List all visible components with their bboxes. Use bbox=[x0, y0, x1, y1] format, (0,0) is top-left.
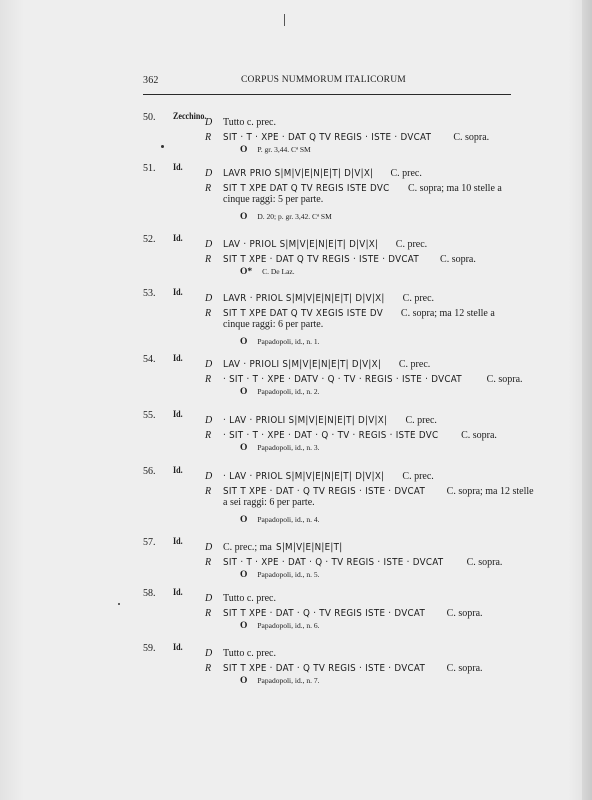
obverse-line bbox=[205, 354, 430, 368]
reverse-line bbox=[205, 481, 534, 495]
reference-line bbox=[240, 515, 319, 527]
reverse-symbol: R bbox=[205, 308, 212, 319]
metal-mark: O bbox=[240, 570, 248, 580]
coin-type: Id. bbox=[173, 354, 183, 364]
reverse-note: C. sopra. bbox=[446, 608, 483, 619]
coin-type: Id. bbox=[173, 163, 183, 173]
obverse-note: C. prec. bbox=[405, 415, 437, 426]
obverse-legend: · LAV · PRIOLI S|M|V|E|N|E|T| D|V|X| bbox=[223, 415, 388, 426]
page-number: 362 bbox=[143, 75, 159, 86]
obverse-line bbox=[205, 288, 434, 302]
reverse-symbol: R bbox=[205, 254, 212, 265]
coin-type: Id. bbox=[173, 410, 183, 420]
pencil-mark bbox=[284, 14, 285, 26]
obverse-symbol: D bbox=[205, 293, 213, 304]
obverse-legend: LAV · PRIOLI S|M|V|E|N|E|T| D|V|X| bbox=[223, 359, 382, 370]
obverse-symbol: D bbox=[205, 359, 213, 370]
obverse-symbol: D bbox=[205, 593, 213, 604]
ink-spot bbox=[161, 145, 164, 148]
reference-line bbox=[240, 621, 319, 633]
reference-text: Papadopoli, id., n. 5. bbox=[257, 570, 320, 579]
entry-number: 58. bbox=[143, 588, 156, 599]
obverse-legend: LAVR · PRIOL S|M|V|E|N|E|T| D|V|X| bbox=[223, 293, 385, 304]
reverse-legend: SIT T XPE DAT Q TV REGIS ISTE DVC bbox=[223, 183, 390, 194]
coin-type: Id. bbox=[173, 288, 183, 298]
reverse-legend: SIT T XPE · DAT · Q · TV REGIS ISTE · DVCAT bbox=[223, 608, 426, 619]
reverse-line bbox=[205, 552, 502, 566]
page-edge bbox=[582, 0, 592, 800]
obverse-legend: · LAV · PRIOL S|M|V|E|N|E|T| D|V|X| bbox=[223, 471, 385, 482]
reference-line bbox=[240, 676, 319, 688]
obverse-note: C. prec. bbox=[402, 293, 435, 304]
obverse-symbol: D bbox=[205, 542, 213, 553]
entry-number: 52. bbox=[143, 234, 156, 245]
reference-text: Papadopoli, id., n. 7. bbox=[257, 676, 320, 685]
reverse-symbol: R bbox=[205, 430, 212, 441]
reverse-line bbox=[205, 249, 476, 263]
obverse-line bbox=[205, 588, 276, 602]
obverse-legend: LAVR PRIO S|M|V|E|N|E|T| D|V|X| bbox=[223, 168, 374, 179]
metal-mark: O bbox=[240, 145, 248, 155]
reference-text: C. De Laz. bbox=[262, 267, 295, 276]
reference-text: P. gr. 3,44. Cª SM bbox=[257, 145, 311, 154]
obverse-symbol: D bbox=[205, 648, 213, 659]
obverse-text: Tutto c. prec. bbox=[223, 593, 276, 604]
obverse-line bbox=[205, 410, 437, 424]
reference-text: D. 20; p. gr. 3,42. Cª SM bbox=[257, 212, 332, 221]
obverse-symbol: D bbox=[205, 239, 213, 250]
metal-mark: O bbox=[240, 621, 248, 631]
entry-number: 56. bbox=[143, 466, 156, 477]
obverse-symbol: D bbox=[205, 471, 213, 482]
reverse-legend: · SIT · T · XPE · DAT · Q · TV · REGIS · ISTE DVC bbox=[223, 430, 439, 441]
coin-type: Zecchino. bbox=[173, 112, 207, 122]
obverse-symbol: D bbox=[205, 117, 213, 128]
metal-mark: O bbox=[240, 337, 248, 347]
reverse-line bbox=[205, 369, 523, 383]
obverse-text: Tutto c. prec. bbox=[223, 117, 276, 128]
description-continuation: cinque raggi: 5 per parte. bbox=[223, 194, 324, 205]
reverse-line bbox=[205, 303, 495, 317]
entry-number: 57. bbox=[143, 537, 156, 548]
reverse-note: C. sopra. bbox=[440, 254, 476, 265]
reference-text: Papadopoli, id., n. 1. bbox=[257, 337, 320, 346]
entry-number: 50. bbox=[143, 112, 156, 123]
obverse-legend: LAV · PRIOL S|M|V|E|N|E|T| D|V|X| bbox=[223, 239, 379, 250]
reverse-note: C. sopra; ma 12 stelle bbox=[446, 486, 534, 497]
page-header bbox=[143, 75, 511, 89]
coin-type: Id. bbox=[173, 234, 183, 244]
reverse-symbol: R bbox=[205, 557, 212, 568]
description-continuation: a sei raggi: 6 per parte. bbox=[223, 497, 315, 508]
reverse-legend: SIT T XPE · DAT Q TV REGIS · ISTE · DVCAT bbox=[223, 254, 419, 265]
metal-mark: O* bbox=[240, 267, 253, 277]
reverse-note: C. sopra. bbox=[466, 557, 503, 568]
reverse-symbol: R bbox=[205, 132, 212, 143]
reverse-line bbox=[205, 127, 489, 141]
reverse-symbol: R bbox=[205, 608, 212, 619]
description-continuation: cinque raggi: 6 per parte. bbox=[223, 319, 324, 330]
metal-mark: O bbox=[240, 443, 248, 453]
coin-type: Id. bbox=[173, 466, 183, 476]
entry-number: 53. bbox=[143, 288, 156, 299]
reverse-symbol: R bbox=[205, 183, 212, 194]
coin-type: Id. bbox=[173, 537, 183, 547]
obverse-note: C. prec. bbox=[402, 471, 434, 482]
metal-mark: O bbox=[240, 212, 248, 222]
entry-number: 55. bbox=[143, 410, 156, 421]
reverse-legend: · SIT · T · XPE · DATV · Q · TV · REGIS · ISTE · DVCAT bbox=[223, 374, 462, 385]
obverse-line bbox=[205, 537, 348, 551]
reverse-note: C. sopra; ma 10 stelle a bbox=[407, 183, 502, 194]
obverse-text: Tutto c. prec. bbox=[223, 648, 276, 659]
metal-mark: O bbox=[240, 676, 248, 686]
reverse-note: C. sopra. bbox=[453, 132, 490, 143]
entry-number: 51. bbox=[143, 163, 156, 174]
reverse-note: C. sopra. bbox=[486, 374, 523, 385]
obverse-symbol: D bbox=[205, 168, 213, 179]
ink-spot bbox=[118, 603, 120, 605]
reverse-note: C. sopra. bbox=[446, 663, 483, 674]
reverse-line bbox=[205, 658, 483, 672]
reference-line bbox=[240, 145, 311, 157]
reverse-note: C. sopra. bbox=[461, 430, 497, 441]
obverse-line bbox=[205, 643, 276, 657]
reverse-legend: SIT T XPE · DAT · Q TV REGIS · ISTE · DVCAT bbox=[223, 663, 426, 674]
obverse-text: C. prec.; ma bbox=[223, 542, 272, 553]
running-title: CORPUS NUMMORUM ITALICORUM bbox=[241, 75, 406, 85]
reverse-symbol: R bbox=[205, 374, 212, 385]
reverse-line bbox=[205, 425, 497, 439]
reverse-symbol: R bbox=[205, 486, 212, 497]
reference-text: Papadopoli, id., n. 2. bbox=[257, 387, 320, 396]
reverse-line bbox=[205, 603, 483, 617]
coin-type: Id. bbox=[173, 643, 183, 653]
reference-line bbox=[240, 212, 332, 224]
reverse-legend: SIT T XPE · DAT · Q TV REGIS · ISTE · DVCAT bbox=[223, 486, 426, 497]
reverse-symbol: R bbox=[205, 663, 212, 674]
obverse-line bbox=[205, 112, 276, 126]
obverse-note: C. prec. bbox=[395, 239, 428, 250]
entry-number: 59. bbox=[143, 643, 156, 654]
reverse-note: C. sopra; ma 12 stelle a bbox=[400, 308, 495, 319]
reference-line bbox=[240, 267, 295, 279]
obverse-note: C. prec. bbox=[390, 168, 422, 179]
reference-line bbox=[240, 570, 319, 582]
obverse-symbol: D bbox=[205, 415, 213, 426]
reverse-line bbox=[205, 178, 502, 192]
obverse-line bbox=[205, 163, 422, 177]
reverse-legend: SIT T XPE DAT Q TV XEGIS ISTE DV bbox=[223, 308, 384, 319]
reference-line bbox=[240, 387, 319, 399]
reverse-legend: SIT · T · XPE · DAT · Q · TV REGIS · ISTE · DVCAT bbox=[223, 557, 444, 568]
reference-text: Papadopoli, id., n. 4. bbox=[257, 515, 320, 524]
obverse-line bbox=[205, 466, 434, 480]
entry-number: 54. bbox=[143, 354, 156, 365]
obverse-note: C. prec. bbox=[398, 359, 431, 370]
coin-type: Id. bbox=[173, 588, 183, 598]
header-rule bbox=[143, 94, 511, 95]
metal-mark: O bbox=[240, 387, 248, 397]
reference-line bbox=[240, 443, 319, 455]
reference-text: Papadopoli, id., n. 6. bbox=[257, 621, 320, 630]
obverse-legend: S|M|V|E|N|E|T| bbox=[275, 542, 343, 553]
reference-text: Papadopoli, id., n. 3. bbox=[257, 443, 320, 452]
reverse-legend: SIT · T · XPE · DAT Q TV REGIS · ISTE · DVCAT bbox=[223, 132, 432, 143]
metal-mark: O bbox=[240, 515, 248, 525]
obverse-line bbox=[205, 234, 427, 248]
reference-line bbox=[240, 337, 319, 349]
